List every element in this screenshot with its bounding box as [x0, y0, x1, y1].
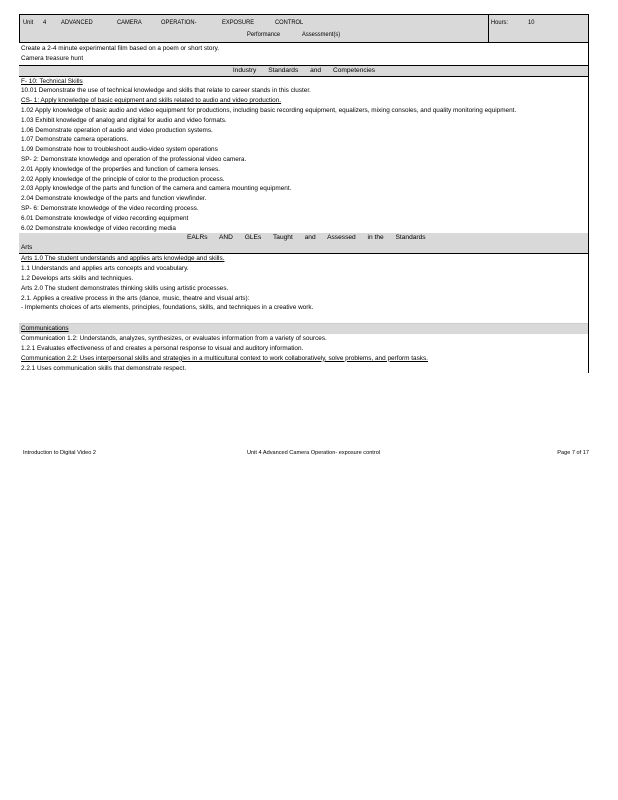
footer-middle: Unit 4 Advanced Camera Operation- exposure control	[247, 450, 381, 456]
border-right	[588, 15, 589, 42]
band-word: GLEs	[244, 234, 262, 242]
subtitle-word: Assessment(s)	[302, 31, 341, 38]
standard-line: 10.01 Demonstrate the use of technical knowledge and skills that relate to career stands in this cluster.	[21, 87, 311, 95]
standard-line: 6.01 Demonstrate knowledge of video recording equipment	[21, 214, 189, 222]
standard-line: CS- 1: Apply knowledge of basic equipment and skills related to audio and video production.	[21, 97, 282, 105]
standard-line: 1.09 Demonstrate how to troubleshoot audio-video system operations	[21, 146, 218, 154]
band-word: Assessed	[327, 234, 356, 242]
footer-page-number: Page 7 of 17	[557, 450, 589, 456]
standard-line: Arts 1.0 The student understands and applies arts knowledge and skills.	[21, 255, 225, 263]
spacer	[19, 313, 589, 323]
hours-label: Hours:	[491, 19, 509, 26]
standard-line: F- 10: Technical Skills	[21, 77, 83, 85]
standard-line: Arts 2.0 The student demonstrates thinking skills using artistic processes.	[21, 284, 229, 292]
standard-line: 6.02 Demonstrate knowledge of video recording media	[21, 224, 176, 232]
standard-line: 2.03 Apply knowledge of the parts and function of the camera and camera mounting equipment.	[21, 185, 292, 193]
unit-number: 4	[43, 19, 47, 26]
band-word: and	[310, 66, 322, 74]
standard-line: 2.04 Demonstrate knowledge of the parts and function viewfinder.	[21, 195, 207, 203]
standard-line: 1.07 Demonstrate camera operations.	[21, 136, 129, 144]
document-page	[19, 14, 589, 373]
page-footer	[23, 450, 589, 460]
standard-line: Communication 2.2: Uses interpersonal skills and strategies in a multicultural context to work collaboratively, solve problems, and perform tasks.	[21, 354, 428, 362]
assessment-line: Create a 2-4 minute experimental film based on a poem or short story.	[21, 45, 220, 52]
right-border	[588, 41, 589, 373]
unit-title-word: EXPOSURE	[222, 19, 255, 26]
band-word: and	[304, 234, 316, 242]
unit-title-word: CONTROL	[275, 19, 304, 26]
standard-line: SP- 6: Demonstrate knowledge of the video recording process.	[21, 204, 199, 212]
standard-line: 1.2.1 Evaluates effectiveness of and creates a personal response to visual and auditory information.	[21, 344, 304, 352]
band-word: Competencies	[332, 66, 376, 74]
standard-line: 2.02 Apply knowledge of the principle of color to the production process.	[21, 175, 225, 183]
standard-line: Communication 1.2: Understands, analyzes, synthesizes, or evaluates information from a variety of sources.	[21, 335, 327, 343]
unit-title-word: ADVANCED	[61, 19, 93, 26]
ealr-band	[19, 233, 589, 243]
unit-label: Unit	[23, 19, 34, 26]
standard-line: 1.06 Demonstrate operation of audio and video production systems.	[21, 126, 213, 134]
band-word: Standards	[268, 66, 299, 74]
band-word: Industry	[232, 66, 257, 74]
band-word: in the	[367, 234, 384, 242]
assessment-line: Camera treasure hunt	[21, 54, 84, 62]
unit-title-word: OPERATION-	[161, 19, 197, 26]
standard-line: 2.01 Apply knowledge of the properties and function of camera lenses.	[21, 165, 220, 173]
industry-standards-band	[19, 66, 589, 77]
footer-left: Introduction to Digital Video 2	[23, 450, 96, 456]
border-left	[19, 15, 20, 42]
unit-header	[19, 14, 589, 43]
hours-value: 10	[528, 19, 535, 26]
standard-line: 2.1. Applies a creative process in the arts (dance, music, theatre and visual arts):	[21, 294, 250, 302]
arts-title: Arts	[19, 243, 589, 254]
column-divider	[488, 15, 489, 42]
band-word: EALRs	[187, 234, 208, 242]
standard-line: SP- 2: Demonstrate knowledge and operation of the professional video camera.	[21, 155, 247, 163]
standard-line: 1.1 Understands and applies arts concepts and vocabulary.	[21, 265, 189, 273]
standard-line: 1.03 Exhibit knowledge of analog and digital for audio and video formats.	[21, 116, 227, 124]
arts-standards-list	[19, 254, 589, 313]
standard-line: 1.02 Apply knowledge of basic audio and video equipment for productions, including basic recording equipment, equalizers, mixing consoles, and quality monitoring equipment.	[21, 106, 517, 114]
band-word: Taught	[272, 234, 293, 242]
subtitle-word: Performance	[247, 31, 281, 38]
communications-standards-list	[19, 334, 589, 373]
communications-title: Communications	[19, 323, 589, 334]
band-word: Standards	[395, 234, 426, 242]
standard-line: 1.2 Develops arts skills and techniques.	[21, 274, 134, 282]
assessment-section	[19, 43, 589, 66]
band-word: AND	[219, 234, 233, 242]
unit-title-word: CAMERA	[117, 19, 142, 26]
standard-line: - Implements choices of arts elements, principles, foundations, skills, and techniques in a creative work.	[21, 304, 314, 312]
standard-line: 2.2.1 Uses communication skills that demonstrate respect.	[21, 364, 187, 372]
industry-standards-list	[19, 77, 589, 234]
